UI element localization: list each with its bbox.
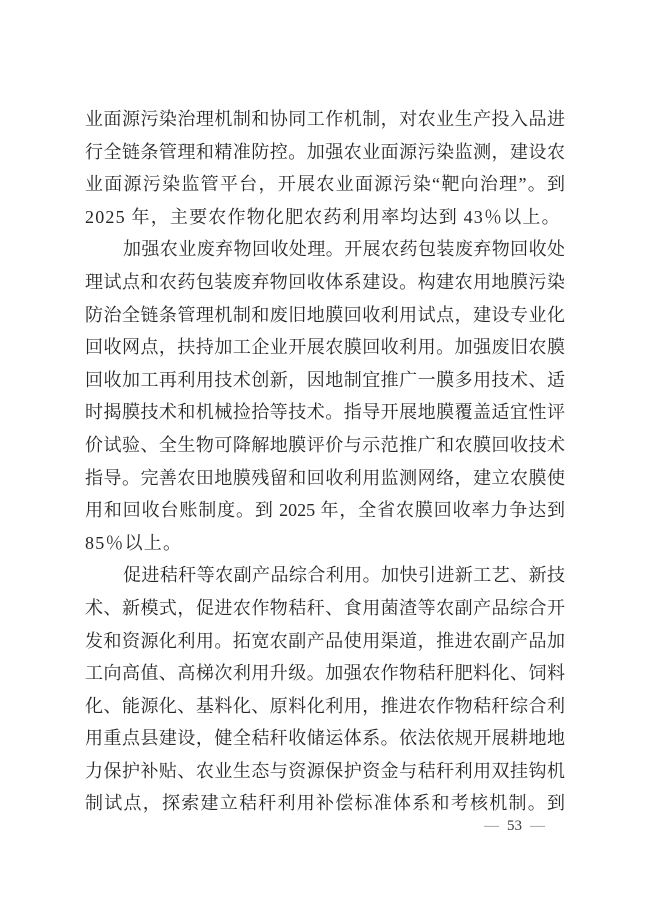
paragraph — [85, 103, 565, 233]
text-line: 防治全链条管理机制和废旧地膜回收利用试点，建设专业化 — [85, 304, 565, 325]
page-number-value: 53 — [507, 818, 522, 834]
text-line: 行全链条管理和精准防控。加强农业面源污染监测，建设农 — [85, 141, 565, 162]
text-line: 力保护补贴、农业生态与资源保护资金与秸秆利用双挂钩机 — [85, 760, 565, 781]
text-line: 用重点县建设，健全秸秆收储运体系。依法依规开展耕地地 — [85, 728, 565, 749]
text-line: 回收网点，扶持加工企业开展农膜回收利用。加强废旧农膜 — [85, 337, 565, 358]
text-line: 价试验、全生物可降解地膜评价与示范推广和农膜回收技术 — [85, 434, 565, 455]
text-line: 加强农业废弃物回收处理。开展农药包装废弃物回收处 — [123, 239, 565, 260]
text-line: 理试点和农药包装废弃物回收体系建设。构建农用地膜污染 — [85, 271, 565, 292]
text-line: 用和回收台账制度。到 2025 年，全省农膜回收率力争达到 — [85, 500, 565, 521]
text-line: 化、能源化、基料化、原料化利用，推进农作物秸秆综合利 — [85, 695, 565, 716]
text-line: 2025 年，主要农作物化肥农药利用率均达到 43％以上。 — [85, 206, 561, 227]
text-line: 业面源污染治理机制和协同工作机制，对农业生产投入品进 — [85, 109, 565, 129]
paragraph — [85, 233, 565, 559]
text-line: 85％以上。 — [85, 532, 183, 553]
text-line: 术、新模式，促进农作物秸秆、食用菌渣等农副产品综合开 — [85, 597, 565, 618]
text-line: 促进秸秆等农副产品综合利用。加快引进新工艺、新技 — [123, 565, 565, 586]
document-body — [85, 103, 565, 820]
text-line: 发和资源化利用。拓宽农副产品使用渠道，推进农副产品加 — [85, 630, 565, 651]
page-number-right-dash: — — [530, 818, 545, 834]
text-line: 业面源污染监管平台，开展农业面源污染“靶向治理”。到 — [85, 174, 565, 195]
text-line: 回收加工再利用技术创新，因地制宜推广一膜多用技术、适 — [85, 369, 565, 390]
text-line: 指导。完善农田地膜残留和回收利用监测网络，建立农膜使 — [85, 467, 565, 488]
page-number — [0, 816, 650, 836]
page-number-left-dash: — — [484, 818, 499, 834]
text-line: 工向高值、高梯次利用升级。加强农作物秸秆肥料化、饲料 — [85, 663, 565, 684]
text-line: 制试点，探索建立秸秆利用补偿标准体系和考核机制。到 — [85, 793, 565, 814]
text-line: 时揭膜技术和机械捡拾等技术。指导开展地膜覆盖适宜性评 — [85, 402, 565, 423]
paragraph — [85, 559, 565, 820]
